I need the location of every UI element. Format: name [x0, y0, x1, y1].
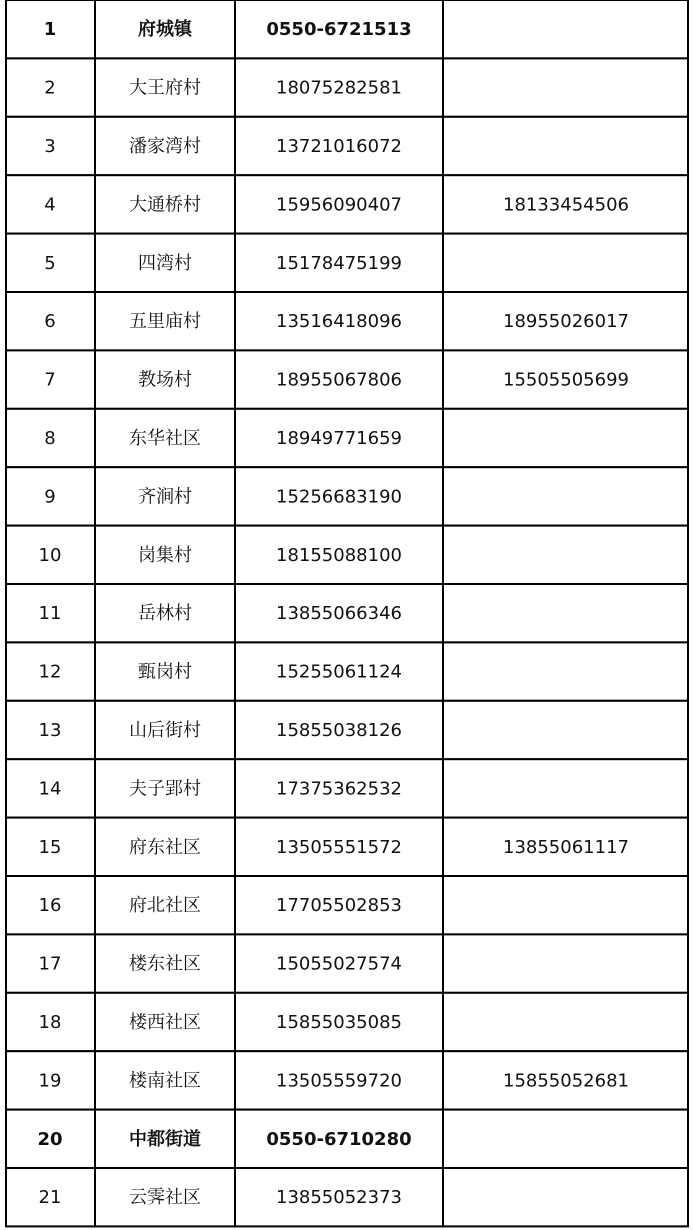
primary-phone-text: 0550-6721513 — [266, 19, 412, 41]
row-number-text: 1 — [43, 19, 57, 41]
location-name-text: 楼南社区 — [129, 1070, 201, 1092]
secondary-phone-cell — [443, 759, 688, 817]
table-row — [6, 701, 688, 759]
row-number-text: 12 — [38, 661, 62, 683]
row-number-text: 19 — [38, 1070, 62, 1092]
row-number-text: 16 — [38, 895, 62, 917]
row-number-text: 20 — [37, 1128, 63, 1150]
location-name-text: 教场村 — [138, 369, 192, 391]
secondary-phone-cell — [443, 584, 688, 642]
secondary-phone-cell — [443, 876, 688, 934]
primary-phone-text: 0550-6710280 — [266, 1128, 412, 1150]
row-number-text: 14 — [38, 778, 62, 800]
primary-phone-text: 15855038126 — [276, 720, 402, 741]
table-row — [6, 467, 688, 525]
table-row — [6, 584, 688, 642]
row-number-text: 7 — [44, 369, 56, 391]
location-name-text: 中都街道 — [129, 1128, 201, 1150]
secondary-phone-text: 18133454506 — [503, 194, 629, 216]
primary-phone-text: 13516418096 — [276, 311, 402, 333]
secondary-phone-text: 13855061117 — [503, 836, 629, 858]
table-row — [6, 818, 688, 876]
secondary-phone-cell — [443, 58, 688, 116]
table-row — [6, 117, 688, 175]
secondary-phone-cell — [443, 409, 688, 467]
table-row — [6, 350, 688, 408]
location-name-text: 潘家湾村 — [129, 136, 201, 157]
table-row — [6, 876, 688, 934]
primary-phone-text: 15256683190 — [276, 486, 402, 508]
secondary-phone-cell — [443, 1168, 688, 1226]
row-number-text: 3 — [44, 136, 56, 157]
primary-phone-text: 18949771659 — [276, 428, 402, 449]
secondary-phone-cell — [443, 467, 688, 525]
location-name-text: 四湾村 — [138, 252, 192, 274]
location-name-text: 府东社区 — [129, 836, 201, 858]
primary-phone-text: 17375362532 — [276, 778, 402, 800]
table-row — [6, 1110, 688, 1168]
primary-phone-text: 17705502853 — [276, 895, 402, 917]
secondary-phone-cell — [443, 934, 688, 992]
location-name-text: 大王府村 — [129, 77, 201, 99]
location-name-text: 齐涧村 — [138, 486, 192, 508]
primary-phone-text: 18155088100 — [276, 544, 402, 566]
table-row — [6, 234, 688, 292]
table-row — [6, 0, 688, 58]
row-number-text: 2 — [44, 77, 56, 99]
location-name-text: 云霁社区 — [129, 1187, 201, 1209]
primary-phone-text: 18955067806 — [276, 369, 402, 391]
row-number-text: 18 — [38, 1012, 62, 1033]
table-row — [6, 409, 688, 467]
row-number-text: 9 — [44, 486, 56, 508]
table-row — [6, 642, 688, 700]
primary-phone-text: 15855035085 — [276, 1012, 402, 1033]
secondary-phone-cell — [443, 526, 688, 584]
table-row — [6, 993, 688, 1051]
table-row — [6, 58, 688, 116]
row-number-text: 21 — [38, 1187, 62, 1209]
row-number-text: 11 — [38, 603, 62, 625]
row-number-text: 8 — [44, 428, 56, 449]
location-name-text: 夫子郢村 — [129, 778, 201, 800]
location-name-text: 大通桥村 — [129, 194, 201, 216]
location-name-text: 甄岗村 — [138, 661, 192, 683]
table-layer — [6, 0, 688, 1226]
row-number-text: 17 — [38, 953, 62, 975]
row-number-text: 10 — [38, 544, 62, 566]
location-name-text: 府北社区 — [129, 895, 201, 917]
secondary-phone-cell — [443, 993, 688, 1051]
row-number-text: 5 — [44, 252, 56, 274]
primary-phone-text: 13855052373 — [276, 1187, 402, 1209]
table-row — [6, 934, 688, 992]
secondary-phone-text: 15855052681 — [503, 1070, 629, 1092]
row-number-text: 13 — [38, 720, 62, 741]
row-number-text: 4 — [44, 194, 56, 216]
location-name-text: 五里庙村 — [129, 311, 201, 333]
location-name-text: 岳林村 — [138, 603, 192, 625]
table-row — [6, 759, 688, 817]
primary-phone-text: 13505559720 — [276, 1070, 402, 1092]
table-row — [6, 1051, 688, 1109]
location-name-text: 山后街村 — [129, 720, 201, 741]
location-name-text: 东华社区 — [129, 428, 201, 449]
location-name-text: 楼西社区 — [129, 1012, 201, 1033]
primary-phone-text: 13505551572 — [276, 836, 402, 858]
secondary-phone-cell — [443, 701, 688, 759]
table-row — [6, 175, 688, 233]
location-name-text: 楼东社区 — [129, 953, 201, 975]
table-row — [6, 1168, 688, 1226]
secondary-phone-cell — [443, 117, 688, 175]
secondary-phone-cell — [443, 1110, 688, 1168]
row-number-text: 15 — [38, 836, 62, 858]
primary-phone-text: 13855066346 — [276, 603, 402, 625]
row-number-text: 6 — [44, 311, 56, 333]
secondary-phone-cell — [443, 0, 688, 58]
location-name-text: 岗集村 — [138, 544, 192, 566]
primary-phone-text: 13721016072 — [276, 136, 402, 157]
secondary-phone-text: 18955026017 — [503, 311, 629, 333]
location-name-text: 府城镇 — [138, 19, 192, 41]
table-row — [6, 526, 688, 584]
table-row — [6, 292, 688, 350]
secondary-phone-text: 15505505699 — [503, 369, 629, 391]
primary-phone-text: 15956090407 — [276, 194, 402, 216]
primary-phone-text: 15178475199 — [276, 252, 402, 274]
secondary-phone-cell — [443, 642, 688, 700]
primary-phone-text: 18075282581 — [276, 77, 402, 99]
primary-phone-text: 15055027574 — [276, 953, 402, 975]
primary-phone-text: 15255061124 — [276, 661, 402, 683]
secondary-phone-cell — [443, 234, 688, 292]
